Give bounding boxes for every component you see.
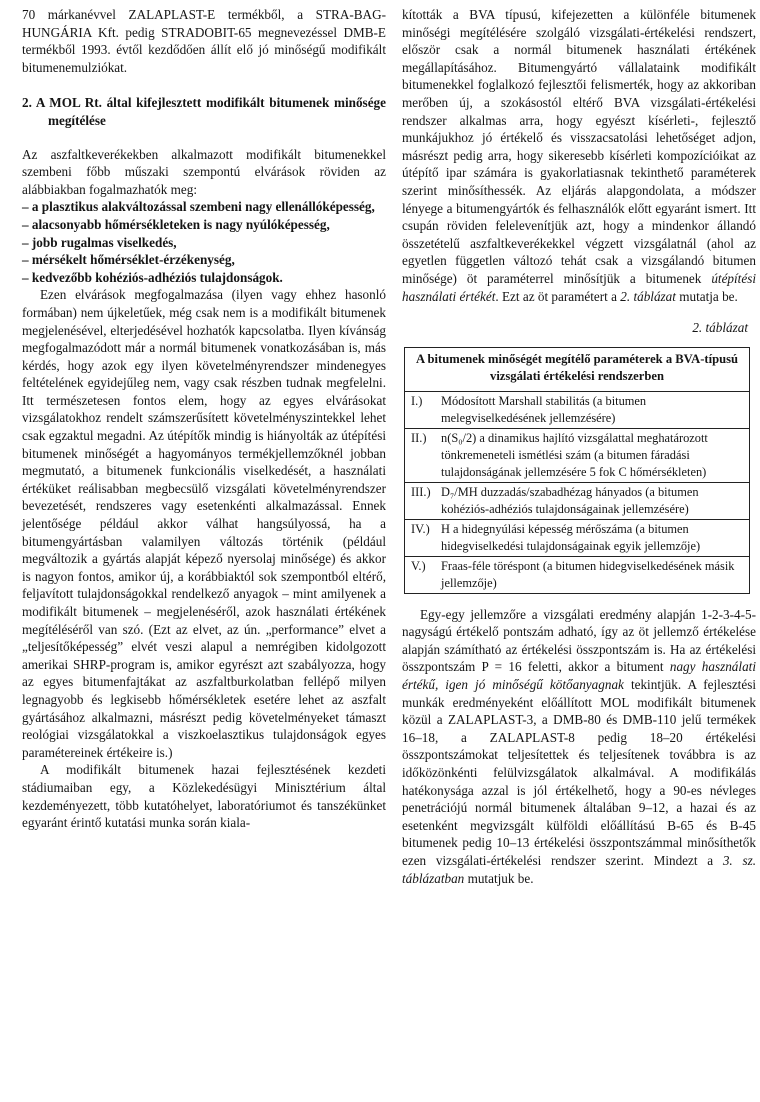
parameters-table	[404, 347, 750, 594]
table-row	[405, 520, 749, 557]
row-number: V.)	[411, 558, 426, 573]
row-number: I.)	[411, 393, 423, 408]
requirement-item: – alacsonyabb hőmérsékleteken is nagy nyúlóképesség,	[22, 216, 330, 232]
main-paragraph: Ezen elvárások megfogalmazása (ilyen vagy ehhez hasonló formában) nem újkeletűek, még csak nem is a modifikált bitumenek megjelenésével, elterjedésével hozhatók kapcsolatba. Ilyen kívánság megfogalmazódott már a normál bitumenek vonatkozásában is, más kérdés, hogy azok egy ilyen követelményrendszer mindenegyes feltételének egyidejűleg nem, vagy csak részben tudnak megfelelni. Itt természetesen fontos elem, hogy az egyes elvárásokat vizsgálatokhoz rendelt számszerűsített követelményszintekkel lehet csak egzaktul megadni. Az útépítők mindig is hiányolták az útépítési bitumenek minőségét a hagyományos termékjellemzőknél jobban megmutató, a bitumenek funkcionális viselkedését, a használati értéküket reálisabban megbecsülő vizsgálati követelményrendszer bevezetését, rendszeres vagy esetenkénti alkalmazással. Ennek jelentősége például akkor válhat hangsúlyossá, ha a bitumengyártásban valamilyen változás történik (például megváltozik a gyártás alapját képező nyersolaj minősége) és akkor is nagyon fontos, amikor új, a korábbiaktól sok szempontból eltérő, feljavított tulajdonságokkal rendelkező anyagok – mint amilyenek a modifikált bitumenek – megjelenéséről, azok használati értékének megítéléséről van szó. (Ezt az elvet, az ún. „performance” elvet a „teljesítőképesség” elvét veszi alapul a nemrégiben kidolgozott amerikai SHRP-program is, amikor egyrészt azt szabályozza, hogy az egyes bitumenfajtákat az aszfaltburkolatban fellépő milyen legnagyobb és legkisebb hőmérsékletek esetére lehet az aszfalt gyártásához alkalmazni, másrészt pedig követelményeket támaszt reológiai vizsgálatokkal a viszkoelasztikus tulajdonságok egyes paramétereinek értékeire is.)	[22, 287, 386, 760]
row-text: n(S₀/2) a dinamikus hajlító vizsgálattal meghatározott tönkremeneteli ismétlési szám (a bitumen fáradási tulajdonságának jellemzésére 5 fok C hőmérsékleten)	[441, 430, 708, 479]
row-number: II.)	[411, 430, 427, 445]
table-title: A bitumenek minőségét megítélő paraméterek a BVA-típusú vizsgálati értékelési rendszerben	[405, 348, 749, 392]
table-row	[405, 392, 749, 429]
score-table-reference: 3. sz. táblázatban	[402, 853, 756, 886]
bva-text-3: mutatja be.	[675, 288, 738, 304]
bva-paragraph	[402, 6, 756, 305]
requirement-item: – kedvezőbb kohéziós-adhéziós tulajdonságok.	[22, 269, 283, 285]
bva-text-1: kították a BVA típusú, kifejezetten a különféle bitumenek minőségi megítélésére szolgáló vizsgálati-értékelési rendszert, először csak a normál bitumenek használati értékének megállapításához. Bitumengyártó vállalataink modifikált bitumenekkel foglalkozó fejlesztői felismerték, hogy az akkoriban merőben új, a szokásostól eltérő BVA vizsgálati-értékelési rendszer alkalmas arra, hogy egyészt kísérleti-, fejlesztő munkájukhoz jó értékelő és visszacsatolási lehetőséget adjon, másrészt pedig arra, hogy sikeresebb kísérleti kompozícióikat az útépítő ipar számára is gyakorlatiasnak tekinthető paraméterek szerint minősíthessék. Az eljárás alapgondolata, a módszer lényege a bitumengyártók és felhasználók előtt egyaránt ismert. Itt csupán röviden felelevenítjük azt, hogy a mindenkor állandó összetételű aszfaltkeverékekkel végzett vizsgálatnál (ahol az egyetlen független változó tehát csak a vizsgálandó bitumen minősége) öt paraméterrel minősítjük a bitumenek	[402, 7, 756, 286]
bva-emphasis: útépítési használati értékét	[402, 270, 756, 304]
bva-table-reference: 2. táblázat	[620, 288, 676, 304]
row-number: IV.)	[411, 521, 430, 536]
development-paragraph: A modifikált bitumenek hazai fejlesztésének kezdeti stádiumaiban egy, a Közlekedésügyi Minisztérium által kezdeményezett, több kutatóhelyet, laboratóriumot és tanszékünket egyaránt érintő kutatási munka során kiala-	[22, 762, 386, 831]
table-row	[405, 557, 749, 593]
requirements-list	[22, 198, 386, 286]
score-emphasis: nagy használati értékű, igen jó minőségű kötőanyagnak	[402, 659, 756, 693]
intro-paragraph: 70 márkanévvel ZALAPLAST-E termékből, a STRA-BAG-HUNGÁRIA Kft. pedig STRADOBIT-65 megnevezéssel DMB-E termékből 1993. évtől kezdődően állít elő jó minőségű modifikált bitumenemulziókat.	[22, 7, 386, 75]
table-row	[405, 429, 749, 483]
requirement-item: – jobb rugalmas viselkedés,	[22, 234, 177, 250]
row-text: D₇/MH duzzadás/szabadhézag hányados (a bitumen kohéziós-adhéziós tulajdonságainak jellemzésére)	[441, 484, 699, 516]
score-text-2: tekintjük. A fejlesztési munkák eredményeként előállított MOL modifikált bitumenek közül a ZALAPLAST-3, a DMB-80 és DMB-110 jelű termékek 16–18, a ZALAPLAST-8 pedig 18–20 értékelési összpontszámokat teljesítettek és teljesítenek továbbra is az időközönkénti felülvizsgálatok alkalmával. A modifikálás hatékonysága azzal is jól értékelhető, hogy a 90-es névleges penetrációjú normál bitumenek általában 9–12, a hazai és az esetenként megvizsgált külföldi előállítású B-65 és B-45 bitumenek pedig 10–13 értékelési összpontszámmal minősíthetők ezen vizsgálati-értékelési rendszer szerint. Mindezt a	[402, 677, 756, 868]
row-text: H a hidegnyúlási képesség mérőszáma (a bitumen hidegviselkedési tulajdonságainak egyik jellemzője)	[441, 521, 701, 553]
table-row	[405, 483, 749, 520]
left-column	[22, 6, 386, 832]
bva-text-2: . Ezt az öt paramétert a	[495, 288, 621, 304]
right-column	[402, 6, 756, 887]
row-number: III.)	[411, 484, 431, 499]
row-text: Módosított Marshall stabilitás (a bitumen melegviselkedésének jellemzésére)	[441, 393, 647, 425]
score-text-1: Egy-egy jellemzőre a vizsgálati eredmény alapján 1-2-3-4-5- nagyságú értékelő pontszám adható, így az öt jellemző értékelése alapján számítható az értékelési összpontszám is. Ha az értékelési összpontszám P = 16 feletti, akkor a bitument	[402, 606, 756, 675]
requirement-item: – mérsékelt hőmérséklet-érzékenység,	[22, 252, 235, 268]
requirement-item: – a plasztikus alakváltozással szembeni nagy ellenállóképesség,	[22, 199, 375, 215]
row-text: Fraas-féle töréspont (a bitumen hidegviselkedésének másik jellemzője)	[441, 558, 735, 590]
table-label: 2. táblázat	[692, 320, 748, 336]
score-paragraph	[402, 606, 756, 888]
section-heading: 2. A MOL Rt. által kifejlesztett modifikált bitumenek minősége megítélése	[22, 95, 386, 128]
score-text-3: mutatjuk be.	[464, 870, 534, 886]
expectations-paragraph: Az aszfaltkeverékekben alkalmazott modifikált bitumenekkel szembeni főbb műszaki szempontú elvárások röviden az alábbiakban fogalmazhatók meg:	[22, 146, 386, 197]
